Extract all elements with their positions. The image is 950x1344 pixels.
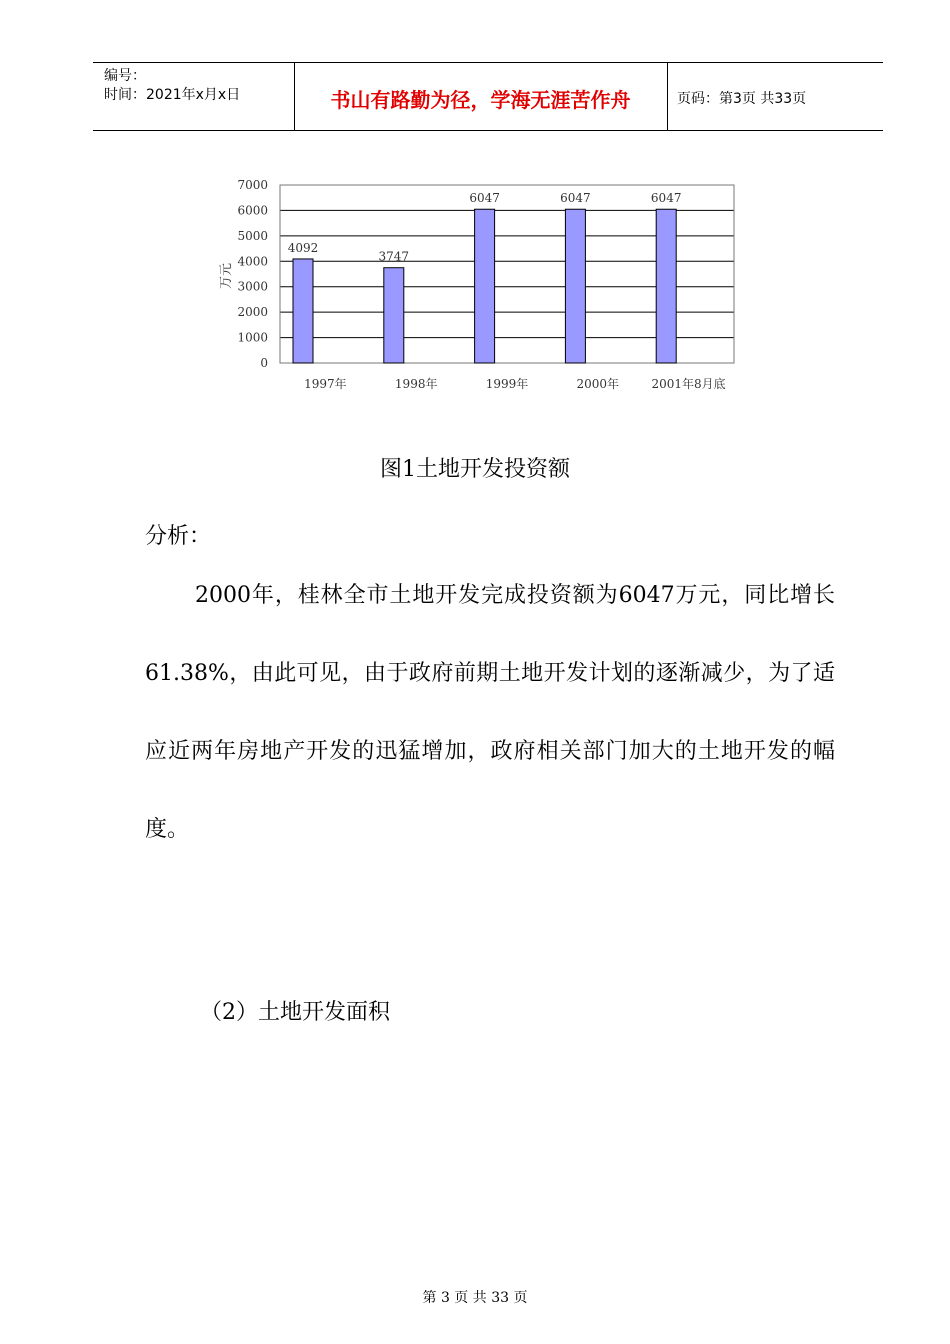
- figure-caption: 图1土地开发投资额: [380, 457, 570, 482]
- y-tick-label: 2000: [237, 305, 268, 320]
- x-tick-label: 1999年: [485, 377, 529, 391]
- data-label: 4092: [287, 240, 319, 255]
- bar: [293, 259, 313, 363]
- page-footer: 第 3 页 共 33 页: [422, 1290, 528, 1306]
- y-tick-label: 5000: [237, 228, 268, 243]
- y-tick-label: 3000: [237, 279, 268, 294]
- bar: [656, 209, 676, 363]
- data-label: 6047: [469, 191, 500, 206]
- bar: [565, 209, 585, 363]
- motto-text: 书山有路勤为径，学海无涯苦作舟: [330, 88, 631, 112]
- x-tick-label: 1997年: [304, 377, 347, 391]
- y-tick-label: 7000: [237, 178, 268, 192]
- header-meta-cell: [93, 63, 295, 130]
- data-label: 6047: [560, 191, 591, 206]
- y-tick-label: 1000: [237, 330, 268, 345]
- y-axis-label: 万元: [219, 262, 234, 290]
- bar: [475, 209, 495, 363]
- investment-bar-chart: [200, 170, 740, 400]
- page-header: [93, 62, 883, 131]
- data-label: 6047: [650, 191, 682, 206]
- analysis-label: 分析：: [145, 524, 212, 549]
- data-label: 3747: [378, 249, 410, 264]
- header-page-cell: [667, 63, 883, 130]
- page-info: 页码：第3页 共33页: [677, 91, 807, 107]
- y-tick-label: 0: [260, 356, 268, 370]
- x-tick-label: 1998年: [394, 377, 438, 391]
- bar: [384, 268, 404, 363]
- header-motto-cell: [294, 63, 668, 130]
- time-label: 时间：2021年x月x日: [104, 87, 241, 103]
- x-tick-label: 2001年8月底: [651, 377, 726, 391]
- y-tick-label: 6000: [237, 203, 268, 218]
- x-tick-label: 2000年: [576, 377, 620, 391]
- y-tick-label: 4000: [237, 254, 268, 269]
- analysis-paragraph: 2000年，桂林全市土地开发完成投资额为6047万元，同比增长61.38%，由此可见，由于政府前期土地开发计划的逐渐减少，为了适应近两年房地产开发的迅猛增加，政府相关部门加大的土地开发的幅度。: [145, 583, 835, 842]
- section-heading: （2）土地开发面积: [200, 1000, 390, 1025]
- serial-label: 编号：: [104, 68, 146, 84]
